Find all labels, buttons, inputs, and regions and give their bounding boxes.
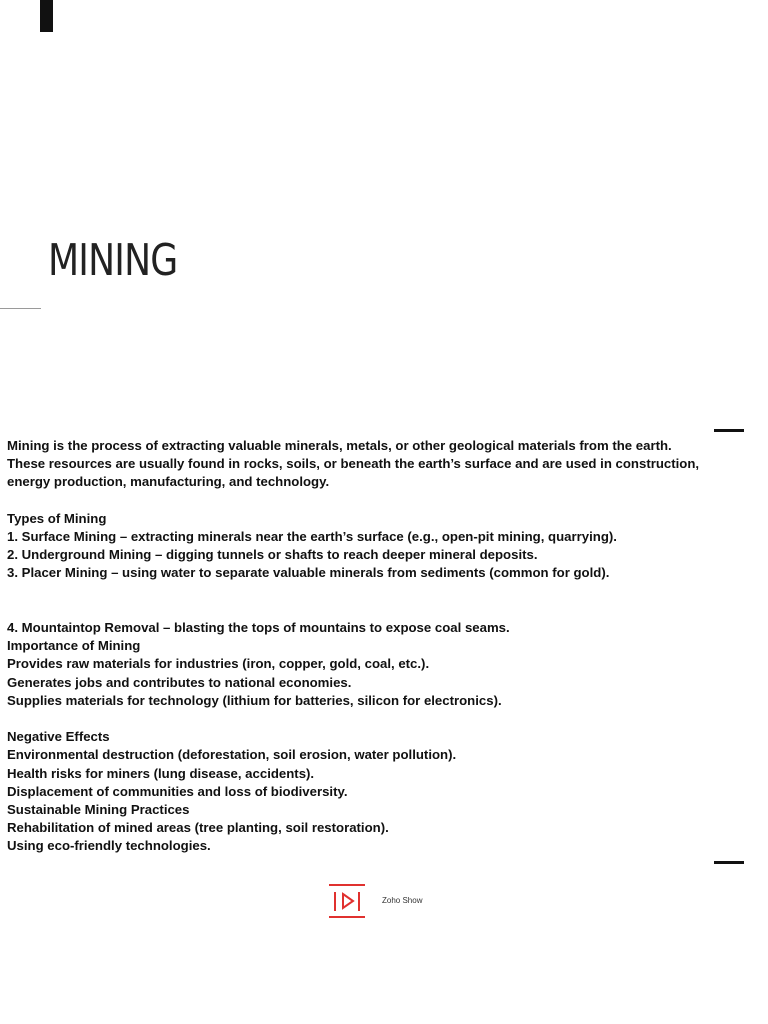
content-bottom-dash — [714, 861, 744, 864]
body-line: Generates jobs and contributes to national economies. — [7, 674, 352, 690]
body-line: Environmental destruction (deforestation, soil erosion, water pollution). — [7, 747, 457, 763]
body-line: 2. Underground Mining – digging tunnels or shafts to reach deeper mineral deposits. — [7, 547, 538, 563]
body-line: 1. Surface Mining – extracting minerals near the earth’s surface (e.g., open-pit mining, quarrying). — [7, 529, 617, 544]
body-line: Provides raw materials for industries (iron, copper, gold, coal, etc.). — [7, 656, 430, 672]
body-line: energy production, manufacturing, and technology. — [7, 474, 330, 490]
top-accent-bar — [40, 0, 53, 32]
body-line: Displacement of communities and loss of biodiversity. — [7, 783, 348, 799]
slide-body — [7, 437, 757, 868]
title-divider — [0, 308, 41, 309]
paragraph-gap — [7, 492, 757, 510]
section-heading-importance: Importance of Mining — [7, 638, 141, 654]
body-line: 3. Placer Mining – using water to separate valuable minerals from sediments (common for gold). — [7, 565, 610, 581]
content-top-dash — [714, 429, 744, 432]
body-line: Health risks for miners (lung disease, accidents). — [7, 765, 315, 781]
body-line: 4. Mountaintop Removal – blasting the tops of mountains to expose coal seams. — [7, 620, 510, 635]
section-heading-types: Types of Mining — [7, 510, 107, 526]
body-line: Using eco-friendly technologies. — [7, 838, 211, 854]
footer-brand[interactable]: Zoho Show — [382, 896, 423, 905]
section-heading-sustainable: Sustainable Mining Practices — [7, 802, 190, 818]
body-line: Mining is the process of extracting valuable minerals, metals, or other geological materials from the earth. — [7, 438, 672, 453]
body-line: Supplies materials for technology (lithium for batteries, silicon for electronics). — [7, 692, 502, 708]
paragraph-gap — [7, 710, 757, 728]
body-line: These resources are usually found in rocks, soils, or beneath the earth’s surface and are used in construction, — [7, 456, 700, 472]
slide-title: MINING — [48, 235, 178, 286]
paragraph-gap — [7, 583, 757, 619]
body-line: Rehabilitation of mined areas (tree planting, soil restoration). — [7, 820, 389, 836]
logo-strokes — [329, 885, 365, 917]
zoho-show-play-icon — [327, 884, 367, 918]
section-heading-effects: Negative Effects — [7, 729, 110, 745]
